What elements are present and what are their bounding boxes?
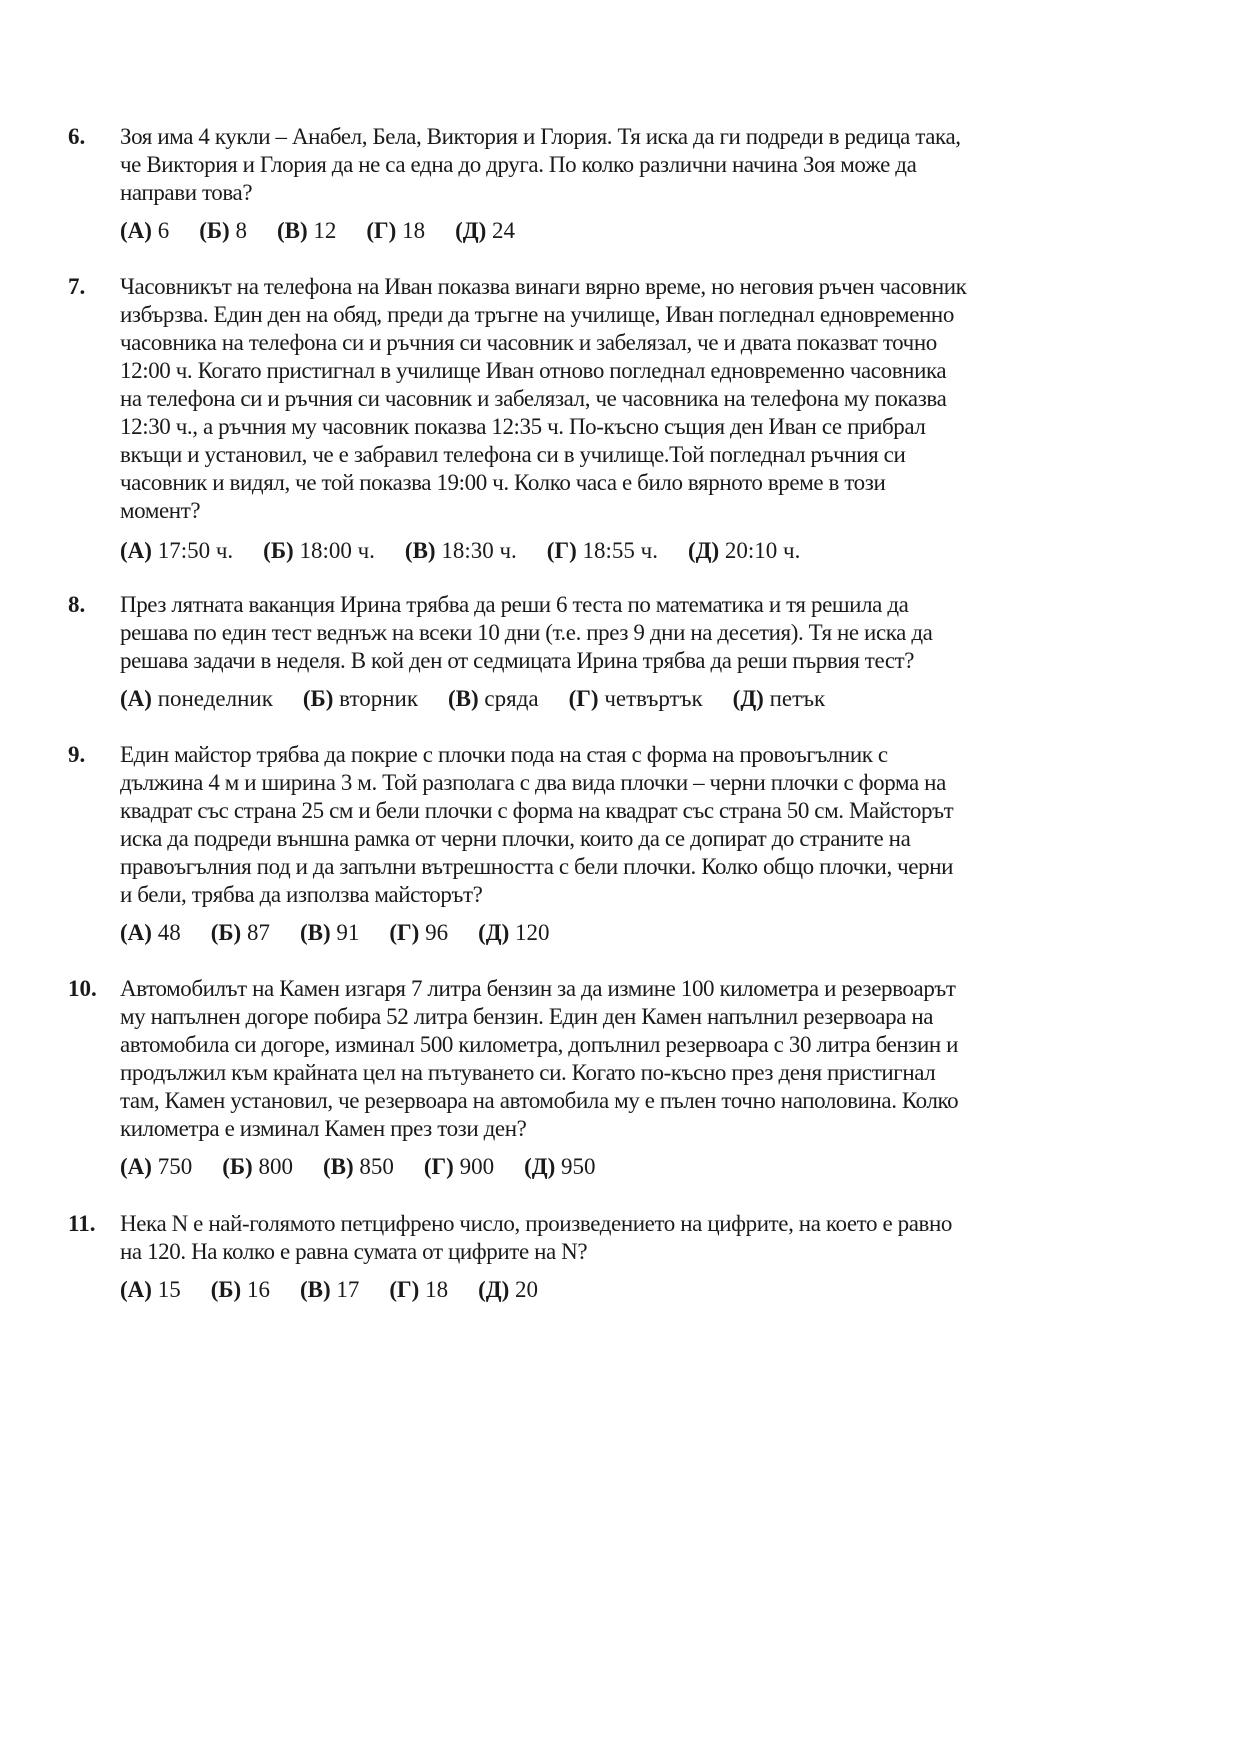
question-number: 8. [68, 592, 86, 617]
question-line: квадрат със страна 25 см и бели плочки с форма на квадрат със страна 50 см. Майсторът [120, 798, 954, 823]
option-label: (Г) [389, 920, 420, 945]
question-line: Зоя има 4 кукли – Анабел, Бела, Виктория и Глория. Тя иска да ги подреди в редица така, [120, 124, 961, 149]
option-label: (А) [120, 920, 152, 945]
answer-option [300, 1276, 359, 1304]
option-label: (В) [448, 686, 479, 711]
option-label: (В) [299, 1277, 331, 1302]
answer-option [478, 1276, 538, 1304]
answer-option [688, 537, 800, 565]
question-line: решава задачи в неделя. В кой ден от седмицата Ирина трябва да реши първия тест? [120, 648, 915, 673]
answer-option [569, 685, 703, 713]
question-line: че Виктория и Глория да не са една до друга. По колко различни начина Зоя може да [120, 152, 917, 177]
answer-option [455, 217, 515, 245]
answer-option [120, 1276, 181, 1304]
option-value: 16 [246, 1277, 270, 1302]
option-value: 18 [402, 218, 426, 243]
question-line: и бели, трябва да използва майсторът? [120, 882, 483, 907]
question-10 [68, 975, 1178, 1181]
answer-option [300, 919, 359, 947]
option-value: 18:00 ч. [299, 538, 375, 563]
option-value: 15 [157, 1277, 181, 1302]
answer-option [405, 537, 517, 565]
question-line: 12:30 ч., а ръчния му часовник показва 12:35 ч. По-късно същия ден Иван се прибрал [120, 414, 926, 439]
option-label: (Б) [222, 1154, 253, 1179]
option-value: четвъртък [604, 686, 703, 711]
option-value: 18 [425, 1277, 449, 1302]
option-value: 18:30 ч. [441, 538, 517, 563]
answer-option [211, 919, 270, 947]
option-label: (Б) [210, 1277, 242, 1302]
option-value: 17:50 ч. [157, 538, 234, 563]
answer-options [120, 685, 1178, 713]
question-line: 12:00 ч. Когато пристигнал в училище Иван отново погледнал едновременно часовника [120, 358, 947, 383]
option-label: (А) [120, 1277, 152, 1302]
option-value: 900 [459, 1154, 495, 1179]
question-line: километра е изминал Камен през този ден? [120, 1116, 527, 1141]
question-text [120, 273, 1178, 565]
option-value: 87 [246, 920, 270, 945]
question-line: избързва. Един ден на обяд, преди да тръгне на училище, Иван погледнал едновременно [120, 302, 954, 327]
answer-option [211, 1276, 270, 1304]
question-line: вкъщи и установил, че е забравил телефона си в училище.Той погледнал ръчния си [120, 442, 906, 467]
question-line: През лятната ваканция Ирина трябва да реши 6 теста по математика и тя решила да [120, 592, 909, 617]
option-label: (Г) [568, 686, 599, 711]
question-text [120, 741, 1178, 947]
option-label: (В) [299, 920, 331, 945]
option-label: (Д) [687, 538, 720, 563]
answer-options [120, 1276, 1178, 1304]
option-label: (Д) [524, 1154, 556, 1179]
option-value: понеделник [157, 686, 273, 711]
answer-options [120, 1153, 1178, 1181]
option-label: (Г) [389, 1277, 420, 1302]
option-label: (Б) [199, 218, 230, 243]
question-line: момент? [120, 498, 201, 523]
answer-option [120, 217, 169, 245]
question-6 [68, 123, 1178, 245]
answer-option [120, 685, 273, 713]
answer-option [199, 217, 247, 245]
question-number: 11. [68, 1211, 96, 1236]
option-label: (Б) [210, 920, 242, 945]
question-8 [68, 591, 1178, 713]
option-label: (А) [120, 218, 152, 243]
answer-option [120, 537, 233, 565]
answer-option [323, 1153, 394, 1181]
question-line: Един майстор трябва да покрие с плочки пода на стая с форма на провоъгълник с [120, 742, 888, 767]
question-line: дължина 4 м и ширина 3 м. Той разполага с два вида плочки – черни плочки с форма на [120, 770, 946, 795]
answer-option [524, 1153, 595, 1181]
answer-option [277, 217, 336, 245]
answer-option [263, 537, 375, 565]
question-9 [68, 741, 1178, 947]
option-label: (А) [120, 538, 152, 563]
question-line: продължил към крайната цел на пътуването си. Когато по-късно през деня пристигнал [120, 1060, 936, 1085]
question-number: 6. [68, 124, 86, 149]
question-7 [68, 273, 1178, 565]
option-value: 120 [515, 920, 550, 945]
option-value: вторник [339, 686, 418, 711]
option-value: 24 [492, 218, 515, 243]
answer-option [389, 1276, 448, 1304]
question-text [120, 591, 1178, 713]
answer-option [303, 685, 418, 713]
answer-option [448, 685, 539, 713]
question-number: 9. [68, 742, 86, 767]
question-text [120, 1210, 1178, 1304]
option-label: (В) [322, 1154, 354, 1179]
option-value: 48 [157, 920, 181, 945]
option-value: сряда [484, 686, 539, 711]
answer-option [547, 537, 658, 565]
option-label: (А) [120, 686, 152, 711]
option-label: (Б) [302, 686, 334, 711]
option-label: (Д) [478, 1277, 510, 1302]
option-label: (Г) [546, 538, 577, 563]
option-label: (Б) [263, 538, 294, 563]
option-value: 6 [157, 218, 170, 243]
question-line: Автомобилът на Камен изгаря 7 литра бензин за да измине 100 километра и резервоарът [120, 976, 956, 1001]
question-line: на телефона си и ръчния си часовник и забелязал, че часовника на телефона му показва [120, 386, 947, 411]
option-label: (А) [120, 1154, 152, 1179]
answer-option [222, 1153, 293, 1181]
option-value: 17 [336, 1277, 360, 1302]
option-value: 91 [336, 920, 360, 945]
question-line: автомобила си догоре, изминал 500 километра, допълнил резервоара с 30 литра бензин и [120, 1032, 959, 1057]
option-value: 850 [359, 1154, 394, 1179]
question-line: направи това? [120, 180, 253, 205]
question-line: му напълнен догоре побира 52 литра бензин. Един ден Камен напълнил резервоара на [120, 1004, 934, 1029]
option-value: 20 [515, 1277, 538, 1302]
question-line: правоъгълния под и да запълни вътрешността с бели плочки. Колко общо плочки, черни [120, 854, 954, 879]
option-label: (Г) [366, 218, 397, 243]
answer-option [478, 919, 549, 947]
answer-options [120, 217, 1178, 245]
option-label: (Д) [478, 920, 510, 945]
option-value: 18:55 ч. [582, 538, 658, 563]
answer-option [120, 919, 181, 947]
question-line: часовника на телефона си и ръчния си часовник и забелязал, че и двата показват точно [120, 330, 937, 355]
option-value: 800 [258, 1154, 293, 1179]
answer-option [424, 1153, 494, 1181]
option-label: (Д) [455, 218, 487, 243]
option-value: петък [769, 686, 826, 711]
answer-options [120, 537, 1178, 565]
question-line: Часовникът на телефона на Иван показва винаги вярно време, но неговия ръчен часовник [120, 274, 967, 299]
question-line: иска да подреди външна рамка от черни плочки, които да се допират до страните на [120, 826, 911, 851]
option-value: 750 [157, 1154, 193, 1179]
answer-option [366, 217, 425, 245]
answer-option [389, 919, 448, 947]
option-label: (Д) [732, 686, 764, 711]
question-text [120, 123, 1178, 245]
option-value: 8 [235, 218, 247, 243]
question-line: Нека N е най-голямото петцифрено число, произведението на цифрите, на което е равно [120, 1211, 953, 1236]
question-line: решава по един тест веднъж на всеки 10 дни (т.е. през 9 дни на десетия). Тя не иска да [120, 620, 933, 645]
option-label: (Г) [423, 1154, 454, 1179]
question-line: там, Камен установил, че резервоара на автомобила му е пълен точно наполовина. Колко [120, 1088, 959, 1113]
answer-option [733, 685, 826, 713]
question-line: на 120. На колко е равна сумата от цифрите на N? [120, 1239, 588, 1264]
option-value: 96 [425, 920, 449, 945]
option-value: 12 [313, 218, 337, 243]
option-value: 20:10 ч. [724, 538, 801, 563]
question-11 [68, 1210, 1178, 1304]
question-line: часовник и видял, че той показва 19:00 ч. Колко часа е било вярното време в този [120, 470, 886, 495]
question-number: 10. [68, 976, 97, 1001]
option-label: (В) [404, 538, 436, 563]
option-value: 950 [561, 1154, 596, 1179]
answer-options [120, 919, 1178, 947]
question-text [120, 975, 1178, 1181]
answer-option [120, 1153, 192, 1181]
question-number: 7. [68, 274, 86, 299]
option-label: (В) [276, 218, 308, 243]
